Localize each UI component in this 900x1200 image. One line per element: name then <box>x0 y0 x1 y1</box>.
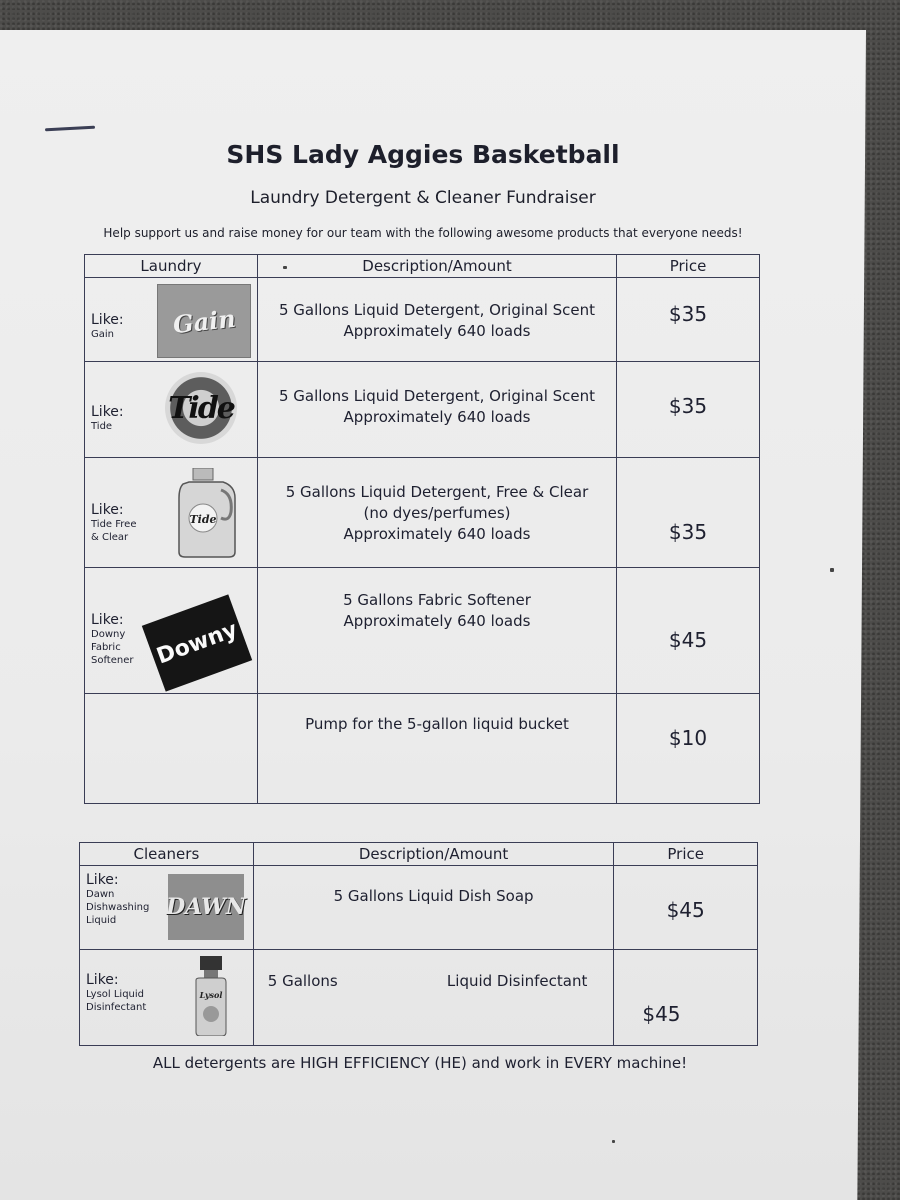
description-cell: 5 Gallons Liquid Dish Soap <box>253 866 614 950</box>
description-cell: 5 Gallons Liquid Detergent, Original Scent Approximately 640 loads <box>258 362 617 458</box>
table-row <box>80 866 758 950</box>
like-label: Like: Lysol Liquid Disinfectant <box>86 972 147 1013</box>
table-row <box>85 278 760 362</box>
description-cell: 5 Gallons Liquid Detergent, Free & Clear (no dyes/perfumes) Approximately 640 loads <box>258 458 617 568</box>
cleaners-table <box>79 842 758 1046</box>
paper-speck <box>830 568 834 572</box>
svg-text:Tide: Tide <box>189 513 217 526</box>
svg-text:Lysol: Lysol <box>199 990 223 1000</box>
like-label: Like: Tide <box>91 404 124 432</box>
column-header-description: Description/Amount <box>258 255 617 278</box>
description-cell: Pump for the 5-gallon liquid bucket <box>258 694 617 804</box>
like-label: Like: Downy Fabric Softener <box>91 612 134 666</box>
column-header-cleaners: Cleaners <box>80 843 254 866</box>
price-cell: $35 <box>617 362 760 458</box>
description-cell: 5 Gallons Liquid Detergent, Original Scent Approximately 640 loads <box>258 278 617 362</box>
product-cell-dawn <box>80 866 254 950</box>
price-cell: $35 <box>617 278 760 362</box>
page-title: SHS Lady Aggies Basketball <box>226 140 620 169</box>
product-cell-empty <box>85 694 258 804</box>
description-cell: 5 Gallons Fabric Softener Approximately 640 loads <box>258 568 617 694</box>
detergent-bottle-icon <box>175 468 237 558</box>
table-row <box>85 694 760 804</box>
table-header-row <box>85 255 760 278</box>
page-subtitle: Laundry Detergent & Cleaner Fundraiser <box>250 188 596 208</box>
price-cell: $35 <box>617 458 760 568</box>
product-cell-lysol <box>80 950 254 1046</box>
price-cell: $45 <box>617 568 760 694</box>
table-row <box>85 458 760 568</box>
price-cell: $10 <box>617 694 760 804</box>
downy-logo-icon: Downy <box>142 594 252 691</box>
desc-left: 5 Gallons <box>267 972 338 990</box>
column-header-price: Price <box>614 843 758 866</box>
table-row <box>80 950 758 1046</box>
gain-logo-icon: Gain <box>157 284 251 358</box>
product-cell-gain <box>85 278 258 362</box>
table-header-row <box>80 843 758 866</box>
product-cell-downy <box>85 568 258 694</box>
paper-speck <box>612 1140 615 1143</box>
like-label: Like: Dawn Dishwashing Liquid <box>86 872 150 926</box>
desc-right: Liquid Disinfectant <box>446 972 588 990</box>
table-row <box>85 568 760 694</box>
intro-text: Help support us and raise money for our team with the following awesome products that everyone needs! <box>103 226 743 240</box>
laundry-table <box>84 254 760 804</box>
column-header-description: Description/Amount <box>253 843 614 866</box>
column-header-laundry: Laundry <box>85 255 258 278</box>
product-cell-tide-free-clear <box>85 458 258 568</box>
like-label: Like: Gain <box>91 312 124 340</box>
like-label: Like: Tide Free & Clear <box>91 502 137 543</box>
description-cell <box>253 950 614 1046</box>
product-cell-tide <box>85 362 258 458</box>
footer-note: ALL detergents are HIGH EFFICIENCY (HE) and work in EVERY machine! <box>152 1054 688 1072</box>
price-cell: $45 <box>614 866 758 950</box>
column-header-price: Price <box>617 255 760 278</box>
table-row <box>85 362 760 458</box>
tide-logo-icon: Tide <box>165 372 237 444</box>
dawn-logo-icon: DAWN <box>168 874 244 940</box>
lysol-bottle-icon <box>192 956 230 1036</box>
paper-speck <box>283 266 287 269</box>
price-cell: $45 <box>614 950 758 1046</box>
